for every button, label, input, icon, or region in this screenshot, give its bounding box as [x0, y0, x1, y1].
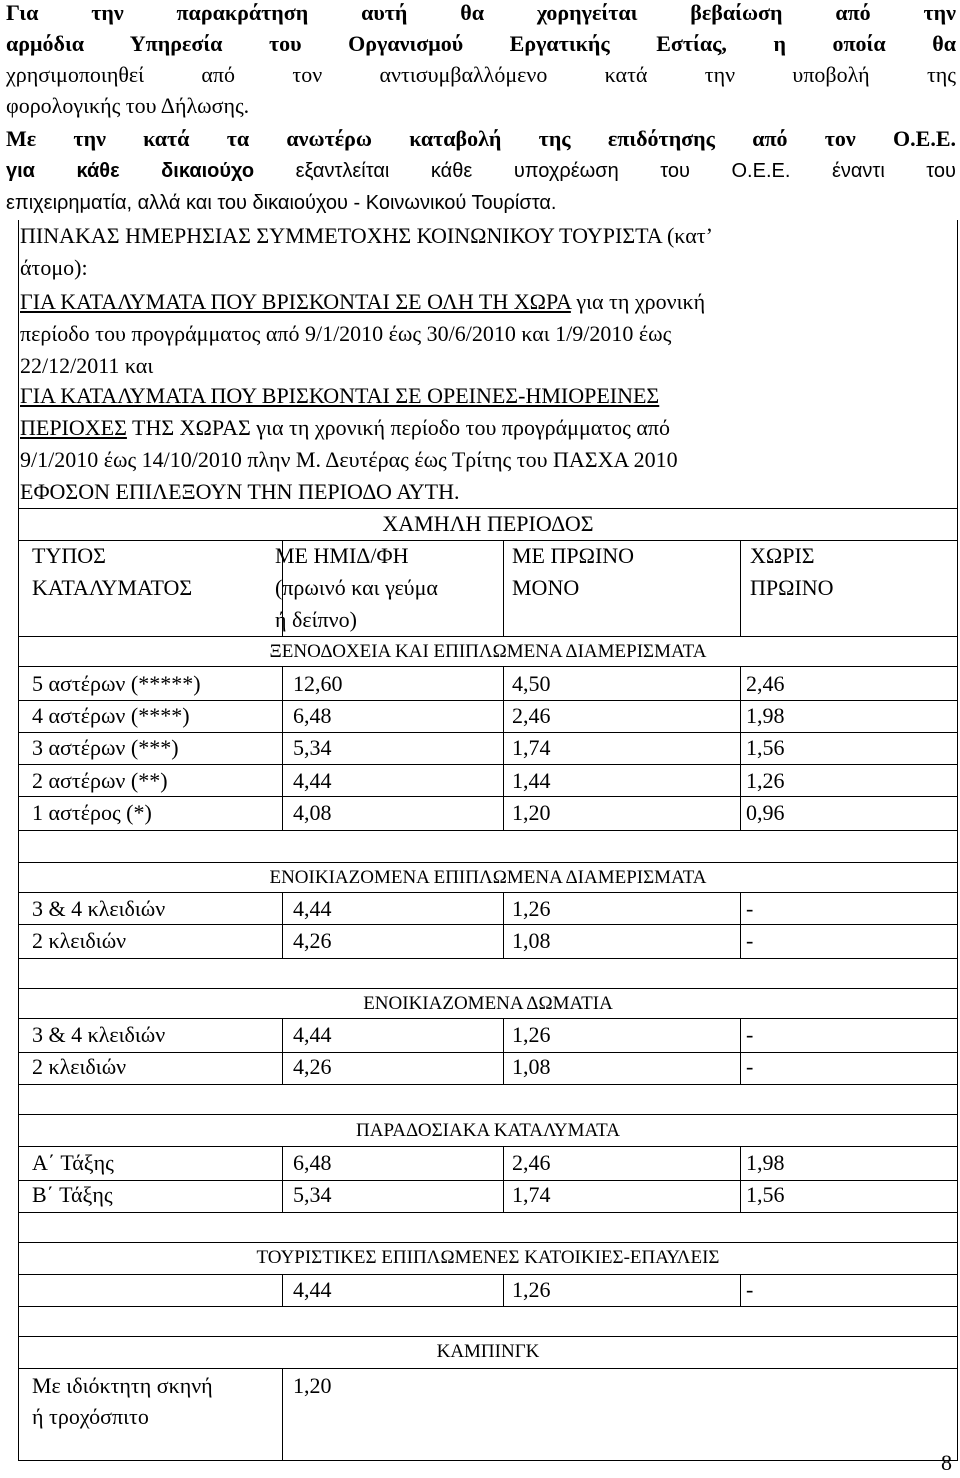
- section-heading: ΤΟΥΡΙΣΤΙΚΕΣ ΕΠΙΠΛΩΜΕΝΕΣ ΚΑΤΟΙΚΙΕΣ-ΕΠΑΥΛΕΙΣ: [256, 1247, 720, 1268]
- grid-line: [503, 666, 504, 830]
- row-type: Β΄ Τάξης: [32, 1182, 113, 1207]
- row-value: 1,20: [512, 800, 551, 825]
- grid-line: [503, 1146, 504, 1212]
- row-type: ή τροχόσπιτο: [32, 1404, 149, 1429]
- intro-line: επιχειρηματία, αλλά και του δικαιούχου - Κοινωνικού Τουρίστα.: [6, 192, 557, 214]
- row-value: 4,44: [293, 896, 332, 921]
- column-header-half-board: ή δείπνο): [275, 607, 357, 632]
- row-type: 2 αστέρων (**): [32, 768, 168, 793]
- row-type: Με ιδιόκτητη σκηνή: [32, 1373, 213, 1398]
- grid-line: [740, 540, 741, 636]
- column-header-no-breakfast: ΧΩΡΙΣ: [750, 543, 815, 568]
- section-heading: ΕΝΟΙΚΙΑΖΟΜΕΝΑ ΔΩΜΑΤΙΑ: [363, 993, 613, 1014]
- table-note: 22/12/2011 και: [20, 353, 154, 378]
- table-note: περίοδο του προγράμματος από 9/1/2010 έως 30/6/2010 και 1/9/2010 έως: [20, 321, 672, 346]
- section-heading: ΕΝΟΙΚΙΑΖΟΜΕΝΑ ΕΠΙΠΛΩΜΕΝΑ ΔΙΑΜΕΡΙΣΜΑΤΑ: [269, 867, 707, 888]
- row-value: 2,46: [512, 703, 551, 728]
- section-heading: ΞΕΝΟΔΟΧΕΙΑ ΚΑΙ ΕΠΙΠΛΩΜΕΝΑ ΔΙΑΜΕΡΙΣΜΑΤΑ: [269, 641, 707, 662]
- intro-line: αρμόδια Υπηρεσία του Οργανισμού Εργατικής Εστίας, η οποία θα: [6, 31, 956, 56]
- row-value: 4,44: [293, 1022, 332, 1047]
- column-header-half-board: (πρωινό και γεύμα: [275, 575, 438, 600]
- row-value: 1,26: [746, 768, 785, 793]
- row-type: 2 κλειδιών: [32, 928, 127, 953]
- row-value: 1,98: [746, 1150, 785, 1175]
- row-value: 5,34: [293, 735, 332, 760]
- grid-line: [503, 892, 504, 958]
- row-value: -: [746, 1054, 754, 1079]
- grid-line: [18, 988, 958, 989]
- row-value: 1,08: [512, 1054, 551, 1079]
- period-header: ΧΑΜΗΛΗ ΠΕΡΙΟΔΟΣ: [382, 511, 594, 536]
- row-value: 4,26: [293, 928, 332, 953]
- row-value: 1,26: [512, 1022, 551, 1047]
- column-header-type: ΤΥΠΟΣ: [32, 543, 106, 568]
- table-title: ΠΙΝΑΚΑΣ ΗΜΕΡΗΣΙΑΣ ΣΥΜΜΕΤΟΧΗΣ ΚΟΙΝΩΝΙΚΟΥ ΤΟΥΡΙΣΤΑ (κατ’: [20, 223, 713, 248]
- row-value: 2,46: [746, 671, 785, 696]
- column-header-half-board: ΜΕ ΗΜΙΔ/ΦΗ: [275, 543, 409, 568]
- column-header-breakfast: ΜΟΝΟ: [512, 575, 580, 600]
- grid-line: [18, 1180, 958, 1181]
- row-value: 4,44: [293, 1277, 332, 1302]
- intro-line: φορολογικής του Δήλωσης.: [6, 93, 250, 118]
- grid-line: [18, 1212, 958, 1213]
- grid-line: [18, 666, 958, 667]
- row-value: 1,74: [512, 1182, 551, 1207]
- row-type: 4 αστέρων (****): [32, 703, 190, 728]
- grid-line: [282, 1368, 283, 1460]
- row-value: 1,20: [293, 1373, 332, 1398]
- row-value: 1,56: [746, 735, 785, 760]
- grid-line: [503, 1018, 504, 1084]
- grid-line: [740, 1146, 741, 1212]
- row-value: 1,74: [512, 735, 551, 760]
- row-value: 5,34: [293, 1182, 332, 1207]
- intro-line: χρησιμοποιηθεί από τον αντισυμβαλλόμενο κατά την υποβολή της: [6, 62, 956, 87]
- grid-line: [503, 540, 504, 636]
- grid-line: [282, 892, 283, 958]
- row-value: 1,56: [746, 1182, 785, 1207]
- grid-line: [18, 1084, 958, 1085]
- row-value: 4,08: [293, 800, 332, 825]
- grid-line: [282, 1146, 283, 1212]
- row-value: 1,26: [512, 1277, 551, 1302]
- table-title: άτομο):: [20, 255, 88, 280]
- grid-line: [740, 1274, 741, 1306]
- underlined-text: ΠΕΡΙΟΧΕΣ: [20, 415, 127, 440]
- row-type: 3 & 4 κλειδιών: [32, 896, 166, 921]
- row-value: 1,98: [746, 703, 785, 728]
- grid-line: [18, 830, 958, 831]
- table-note: [20, 380, 940, 412]
- note-text: ΤΗΣ ΧΩΡΑΣ για τη χρονική περίοδο του προγράμματος από: [126, 415, 670, 440]
- grid-line: [18, 1306, 958, 1307]
- grid-line: [18, 1052, 958, 1053]
- underlined-text: ΓΙΑ ΚΑΤΑΛΥΜΑΤΑ ΠΟΥ ΒΡΙΣΚΟΝΤΑΙ ΣΕ ΟΛΗ ΤΗ ΧΩΡΑ: [20, 289, 571, 314]
- row-value: 1,26: [512, 896, 551, 921]
- row-value: 2,46: [512, 1150, 551, 1175]
- table-note: [20, 412, 940, 444]
- row-value: 12,60: [293, 671, 343, 696]
- grid-line: [18, 1146, 958, 1147]
- section-heading: ΚΑΜΠΙΝΓΚ: [436, 1341, 540, 1362]
- row-value: 1,08: [512, 928, 551, 953]
- intro-line: Με την κατά τα ανωτέρω καταβολή της επιδότησης από τον Ο.Ε.Ε.: [6, 126, 956, 151]
- page-number: 8: [941, 1450, 952, 1475]
- grid-line: [282, 666, 283, 830]
- row-value: 4,26: [293, 1054, 332, 1079]
- row-type: 3 & 4 κλειδιών: [32, 1022, 166, 1047]
- column-header-breakfast: ΜΕ ΠΡΩΙΝΟ: [512, 543, 635, 568]
- intro-text: εξαντλείται κάθε υποχρέωση του Ο.Ε.Ε. έναντι του: [295, 160, 956, 182]
- row-value: 0,96: [746, 800, 785, 825]
- grid-line: [282, 1274, 283, 1306]
- grid-line: [18, 1336, 958, 1337]
- row-value: -: [746, 1277, 754, 1302]
- underlined-text: ΓΙΑ ΚΑΤΑΛΥΜΑΤΑ ΠΟΥ ΒΡΙΣΚΟΝΤΑΙ ΣΕ ΟΡΕΙΝΕΣ-ΗΜΙΟΡΕΙΝΕΣ: [20, 383, 660, 408]
- table-note: ΕΦΟΣΟΝ ΕΠΙΛΕΞΟΥΝ ΤΗΝ ΠΕΡΙΟΔΟ ΑΥΤΗ.: [20, 479, 460, 504]
- grid-line: [18, 1114, 958, 1115]
- row-value: -: [746, 896, 754, 921]
- grid-line: [18, 540, 958, 541]
- grid-line: [18, 862, 958, 863]
- table-note: 9/1/2010 έως 14/10/2010 πλην Μ. Δευτέρας έως Τρίτης του ΠΑΣΧΑ 2010: [20, 447, 678, 472]
- grid-line: [503, 1274, 504, 1306]
- row-type: 2 κλειδιών: [32, 1054, 127, 1079]
- section-heading: ΠΑΡΑΔΟΣΙΑΚΑ ΚΑΤΑΛΥΜΑΤΑ: [356, 1120, 620, 1141]
- row-type: Α΄ Τάξης: [32, 1150, 114, 1175]
- grid-line: [18, 1274, 958, 1275]
- intro-line: [6, 158, 956, 184]
- intro-line: Για την παρακράτηση αυτή θα χορηγείται βεβαίωση από την: [6, 0, 956, 25]
- row-type: 3 αστέρων (***): [32, 735, 179, 760]
- intro-bold: για κάθε δικαιούχο: [6, 160, 255, 182]
- grid-line: [18, 636, 958, 637]
- column-header-no-breakfast: ΠΡΩΙΝΟ: [750, 575, 834, 600]
- row-value: -: [746, 928, 754, 953]
- column-header-type: ΚΑΤΑΛΥΜΑΤΟΣ: [32, 575, 193, 600]
- grid-line: [740, 1018, 741, 1084]
- row-type: 1 αστέρος (*): [32, 800, 152, 825]
- grid-line: [18, 1368, 958, 1369]
- row-value: -: [746, 1022, 754, 1047]
- row-value: 6,48: [293, 1150, 332, 1175]
- grid-line: [282, 1018, 283, 1084]
- note-text: για τη χρονική: [570, 289, 706, 314]
- grid-line: [18, 958, 958, 959]
- table-note: [20, 286, 940, 318]
- row-value: 4,44: [293, 768, 332, 793]
- row-type: 5 αστέρων (*****): [32, 671, 201, 696]
- grid-line: [18, 1242, 958, 1243]
- grid-line: [740, 892, 741, 958]
- row-value: 6,48: [293, 703, 332, 728]
- row-value: 4,50: [512, 671, 551, 696]
- row-value: 1,44: [512, 768, 551, 793]
- grid-line: [740, 666, 741, 830]
